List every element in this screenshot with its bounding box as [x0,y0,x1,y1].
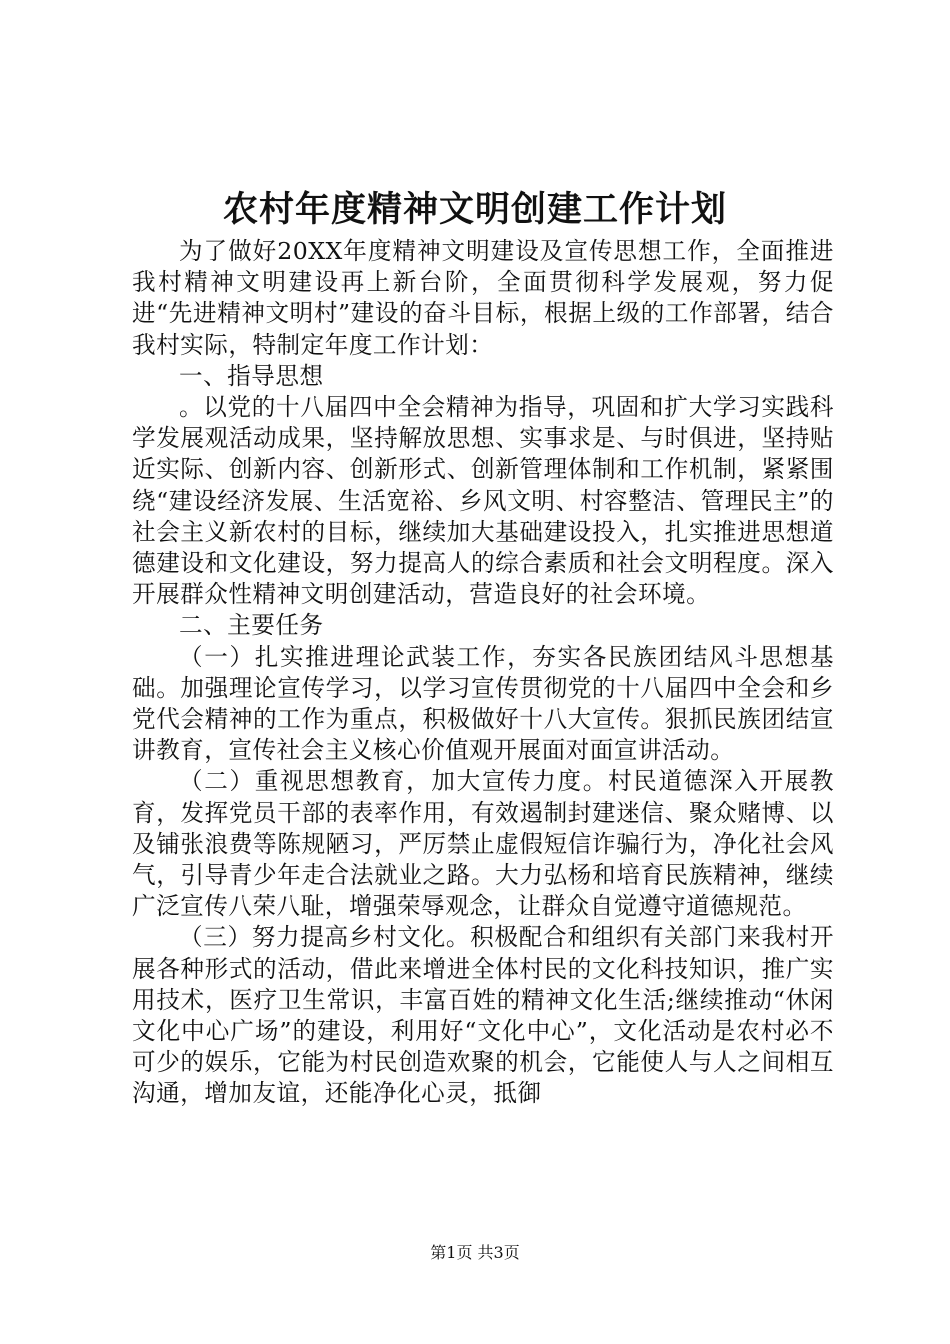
page-number: 第1页 共3页 [430,1243,520,1262]
document-body [132,236,834,1110]
section-heading-guiding-thought: 一、指导思想 [179,361,324,390]
section-heading-main-tasks: 二、主要任务 [179,611,324,640]
task-two-paragraph: （二）重视思想教育，加大宣传力度。村民道德深入开展教育，发挥党员干部的表率作用，有效遏制封建迷信、聚众赌博、以及铺张浪费等陈规陋习，严厉禁止虚假短信诈骗行为，净化社会风气，引导青少年走合法就业之路。大力弘杨和培育民族精神，继续广泛宣传八荣八耻，增强荣辱观念，让群众自觉遵守道德规范。 [132,767,834,921]
document-title: 农村年度精神文明创建工作计划 [222,189,727,230]
guiding-thought-paragraph: 。以党的十八届四中全会精神为指导，巩固和扩大学习实践科学发展观活动成果，坚持解放思想、实事求是、与时俱进，坚持贴近实际、创新内容、创新形式、创新管理体制和工作机制，紧紧围绕“建设经济发展、生活宽裕、乡风文明、村容整洁、管理民主”的社会主义新农村的目标，继续加大基础建设投入，扎实推进思想道德建设和文化建设，努力提高人的综合素质和社会文明程度。深入开展群众性精神文明创建活动，营造良好的社会环境。 [132,393,834,609]
intro-paragraph: 为了做好20XX年度精神文明建设及宣传思想工作，全面推进我村精神文明建设再上新台阶，全面贯彻科学发展观，努力促进“先进精神文明村”建设的奋斗目标，根据上级的工作部署，结合我村实际，特制定年度工作计划： [132,237,834,359]
task-three-paragraph: （三）努力提高乡村文化。积极配合和组织有关部门来我村开展各种形式的活动，借此来增进全体村民的文化科技知识，推广实用技术，医疗卫生常识，丰富百姓的精神文化生活;继续推动“休闲文化中心广场”的建设，利用好“文化中心”，文化活动是农村必不可少的娱乐，它能为村民创造欢聚的机会，它能使人与人之间相互沟通，增加友谊，还能净化心灵，抵御 [132,923,834,1108]
task-one-paragraph: （一）扎实推进理论武装工作，夯实各民族团结风斗思想基础。加强理论宣传学习，以学习宣传贯彻党的十八届四中全会和乡党代会精神的工作为重点，积极做好十八大宣传。狠抓民族团结宣讲教育，宣传社会主义核心价值观开展面对面宣讲活动。 [132,642,834,765]
